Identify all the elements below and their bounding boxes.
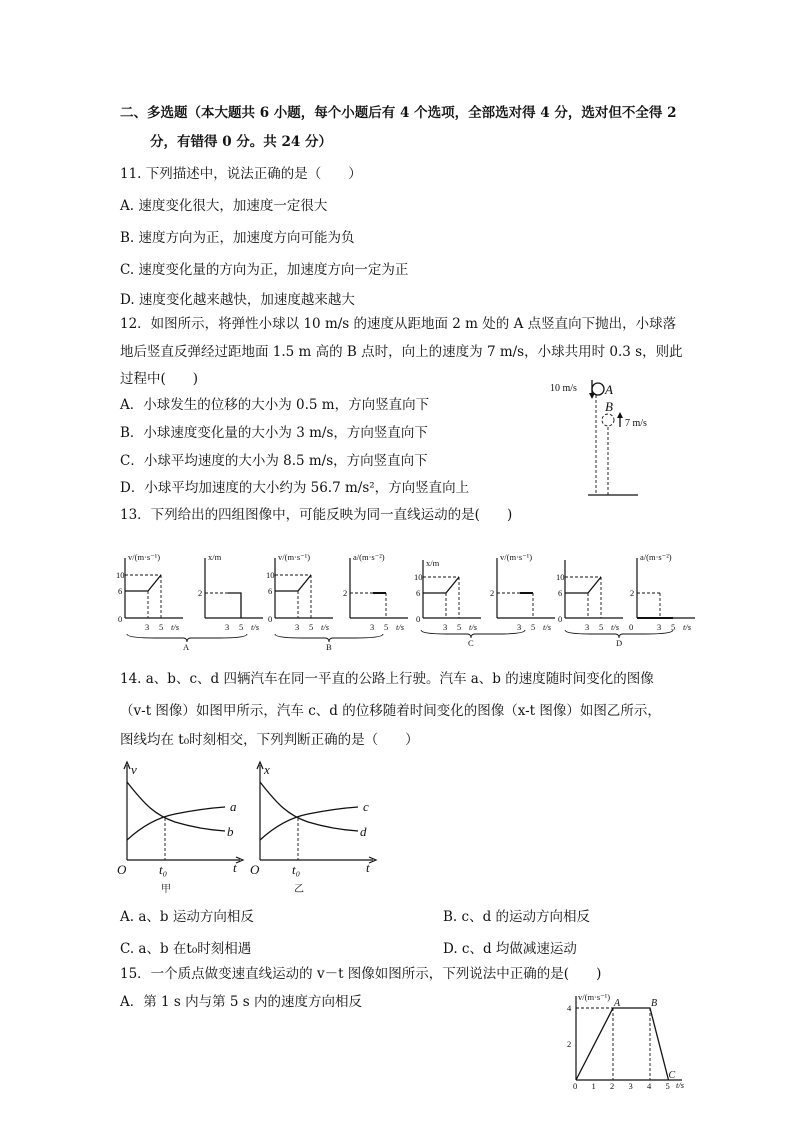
q14-stem-line3: 图线均在 t₀时刻相交，下列判断正确的是（ ） [120, 732, 419, 748]
q12-ball-a [592, 383, 604, 395]
q14-option-c: C. a、b 在t₀时刻相遇 [120, 941, 252, 957]
q13-a-brace [127, 634, 247, 642]
q13-c-vt-ylabel: v/(m·s⁻¹) [500, 552, 533, 562]
q14-option-d: D. c、d 均做减速运动 [443, 941, 577, 957]
q15-y-tick-4: 4 [567, 1003, 572, 1013]
q15-x-tick-2: 2 [610, 1081, 615, 1091]
q13-d-tick-10: 10 [556, 572, 565, 582]
q12-up-arrowhead [617, 412, 623, 418]
q11-option-c: C. 速度变化量的方向为正，加速度方向一定为正 [120, 262, 409, 278]
q13-c-xt-graph [414, 558, 481, 632]
q13-d-tick-5: 5 [599, 622, 604, 632]
q14-fig1-label-a: a [230, 799, 237, 814]
q13-b-tick-5: 5 [309, 622, 314, 632]
q15-point-label-c: C [668, 1070, 676, 1081]
q14-option-b: B. c、d 的运动方向相反 [443, 909, 590, 925]
q15-ylabel: v/(m·s⁻¹) [578, 992, 611, 1002]
q15-x-tick-5: 5 [665, 1081, 670, 1091]
q14-curve-d [260, 782, 358, 831]
q13-d-vt-xlabel: t/s [611, 622, 620, 632]
q14-fig2-ylabel: x [264, 762, 270, 777]
q15-option-a: A．第 1 s 内与第 5 s 内的速度方向相反 [120, 994, 363, 1010]
q15-x-tick-1: 1 [591, 1081, 596, 1091]
q14-fig1-caption: 甲 [161, 884, 171, 895]
q12-v-up-label: 7 m/s [625, 418, 647, 429]
q13-a-xt-graph [198, 552, 263, 632]
q13-d-at-tick-5: 5 [671, 622, 676, 632]
q13-stem: 13．下列给出的四组图像中，可能反映为同一直线运动的是( ) [120, 507, 513, 523]
q13-d-at-tick-3: 3 [657, 622, 662, 632]
q13-a-vt-line [125, 575, 161, 591]
q13-c-vt-graph [490, 552, 555, 632]
q14-fig1-ylabel: v [131, 762, 137, 777]
section-header-line1: 二、多选题（本大题共 6 小题，每个小题后有 4 个选项，全部选对得 4 分，选对但不全得 2 [120, 105, 677, 121]
q13-b-brace [275, 634, 383, 642]
q13-a-vt-xlabel: t/s [171, 622, 180, 632]
q14-stem-line1: 14. a、b、c、d 四辆汽车在同一平直的公路上行驶。汽车 a、b 的速度随时间变化的图像 [120, 671, 654, 687]
q13-group-a-label: A [183, 642, 190, 652]
q14-curve-b [127, 782, 225, 831]
q13-group-b-label: B [326, 642, 332, 652]
q13-b-vt-graph [266, 552, 333, 632]
q13-b-at-tick-2: 2 [343, 588, 348, 598]
q13-b-tick-0: 0 [268, 614, 273, 624]
q14-option-a: A. a、b 运动方向相反 [120, 909, 254, 925]
q13-b-tick-10: 10 [266, 570, 275, 580]
q13-a-tick-3: 3 [145, 622, 150, 632]
q13-a-tick-5: 5 [159, 622, 164, 632]
q14-fig2-t0: t₀ [292, 862, 301, 877]
q13-c-tick-10: 10 [414, 572, 423, 582]
q13-b-at-ylabel: a/(m·s⁻²) [353, 552, 385, 562]
q12-point-b-label: B [605, 399, 613, 414]
q12-option-b: B．小球速度变化量的大小为 3 m/s，方向竖直向下 [120, 425, 428, 441]
q13-a-vt-graph [116, 552, 183, 632]
q13-c-xt-ylabel: x/m [426, 558, 440, 568]
q12-point-a-label: A [605, 382, 613, 397]
q14-fig2-caption: 乙 [294, 884, 304, 895]
q13-c-vt-tick-5: 5 [531, 622, 536, 632]
q14-fig2-origin: O [250, 862, 260, 877]
q12-stem-line3: 过程中( ) [120, 371, 199, 387]
q13-b-vt-ylabel: v/(m·s⁻¹) [278, 552, 311, 562]
q15-stem: 15．一个质点做变速直线运动的 v－t 图像如图所示，下列说法中正确的是( ) [120, 966, 602, 982]
q12-v-down-label: 10 m/s [550, 383, 577, 394]
q14-fig1-origin: O [117, 862, 127, 877]
q14-fig1-xlabel: t [233, 860, 237, 875]
q13-b-vt-line [275, 575, 311, 591]
q15-y-tick-2: 2 [567, 1039, 572, 1049]
q13-b-at-graph [343, 552, 408, 632]
q13-b-tick-3: 3 [295, 622, 300, 632]
q13-graphs [115, 550, 705, 652]
q13-a-tick-0: 0 [118, 614, 123, 624]
q15-xlabel: t/s [676, 1080, 685, 1090]
q13-c-tick-0: 0 [416, 614, 421, 624]
q13-a-vt-ylabel: v/(m·s⁻¹) [128, 552, 161, 562]
q15-x-tick-0: 0 [573, 1081, 578, 1091]
section-header-line2: 分，有错得 0 分。共 24 分） [150, 134, 332, 150]
q14-fig2-xlabel: t [366, 860, 370, 875]
q11-option-a: A. 速度变化很大，加速度一定很大 [120, 198, 328, 214]
q11-option-b: B. 速度方向为正，加速度方向可能为负 [120, 230, 355, 246]
q13-d-vt-graph [556, 560, 623, 632]
q13-b-at-tick-3: 3 [370, 622, 375, 632]
q14-curve-a [127, 807, 225, 840]
q13-a-xt-tick-3: 3 [225, 622, 230, 632]
q14-fig-yi [250, 762, 376, 895]
q12-ball-b [602, 414, 614, 426]
q14-fig2-label-c: c [363, 799, 369, 814]
q12-option-c: C．小球平均速度的大小为 8.5 m/s，方向竖直向下 [120, 453, 428, 469]
q13-d-at-ylabel: a/(m·s⁻²) [640, 552, 672, 562]
q13-a-xt-line [228, 593, 241, 618]
q15-series-line [576, 1008, 669, 1080]
q13-c-xt-xlabel: t/s [469, 622, 478, 632]
q13-c-vt-tick-3: 3 [517, 622, 522, 632]
q13-group-c-label: C [468, 638, 474, 648]
q12-stem-line1: 12．如图所示，将弹性小球以 10 m/s 的速度从距地面 2 m 处的 A 点竖直向下抛出，小球落 [120, 316, 677, 332]
q14-stem-line2: （v-t 图像）如图甲所示，汽车 c、d 的位移随着时间变化的图像（x-t 图像）如图乙所示， [120, 703, 661, 719]
q12-option-d: D．小球平均加速度的大小约为 56.7 m/s²，方向竖直向上 [120, 480, 470, 496]
q13-group-d-label: D [616, 638, 623, 648]
q14-fig1-t0: t₀ [159, 862, 168, 877]
q13-a-xt-xlabel: t/s [251, 622, 260, 632]
q13-d-tick-3: 3 [585, 622, 590, 632]
q13-d-vt-line [565, 577, 601, 593]
q13-b-at-tick-5: 5 [384, 622, 389, 632]
q13-b-vt-xlabel: t/s [321, 622, 330, 632]
q13-d-tick-6: 6 [558, 588, 563, 598]
q13-d-at-tick-2: 2 [630, 588, 635, 598]
q13-d-at-graph [629, 552, 695, 632]
q13-a-tick-6: 6 [118, 586, 123, 596]
q13-a-xt-ylabel: x/m [208, 552, 222, 562]
q15-point-label-a: A [614, 998, 621, 1009]
q11-option-d: D. 速度变化越来越快，加速度越来越大 [120, 292, 355, 308]
q14-fig-jia [117, 762, 243, 895]
q13-c-vt-xlabel: t/s [543, 622, 552, 632]
q13-c-xt-line [423, 577, 459, 593]
q12-option-a: A．小球发生的位移的大小为 0.5 m，方向竖直向下 [120, 397, 430, 413]
q13-a-xt-tick-5: 5 [239, 622, 244, 632]
q15-vt-chart [560, 992, 690, 1092]
q13-a-xt-tick-2: 2 [198, 588, 203, 598]
q14-fig1-label-b: b [227, 824, 234, 839]
q12-stem-line2: 地后竖直反弹经过距地面 1.5 m 高的 B 点时，向上的速度为 7 m/s，小球共用时 0.3 s，则此 [120, 344, 683, 360]
q14-figures [115, 760, 395, 895]
q15-x-tick-4: 4 [647, 1081, 652, 1091]
q15-point-label-b: B [651, 998, 658, 1009]
q13-a-tick-10: 10 [116, 570, 125, 580]
q13-c-tick-3: 3 [443, 622, 448, 632]
q12-ball-figure [540, 375, 670, 500]
q15-x-tick-3: 3 [628, 1081, 633, 1091]
q13-d-at-tick-0: 0 [629, 622, 634, 632]
q14-fig2-label-d: d [360, 824, 367, 839]
q13-c-vt-tick-2: 2 [490, 588, 495, 598]
q13-b-tick-6: 6 [268, 586, 273, 596]
q14-curve-c [260, 807, 358, 840]
q13-d-tick-0: 0 [558, 614, 563, 624]
q13-d-at-xlabel: t/s [683, 622, 692, 632]
q11-stem: 11. 下列描述中，说法正确的是（ ） [120, 166, 362, 182]
q13-c-tick-6: 6 [416, 588, 421, 598]
q13-c-tick-5: 5 [457, 622, 462, 632]
q13-b-at-xlabel: t/s [396, 622, 405, 632]
